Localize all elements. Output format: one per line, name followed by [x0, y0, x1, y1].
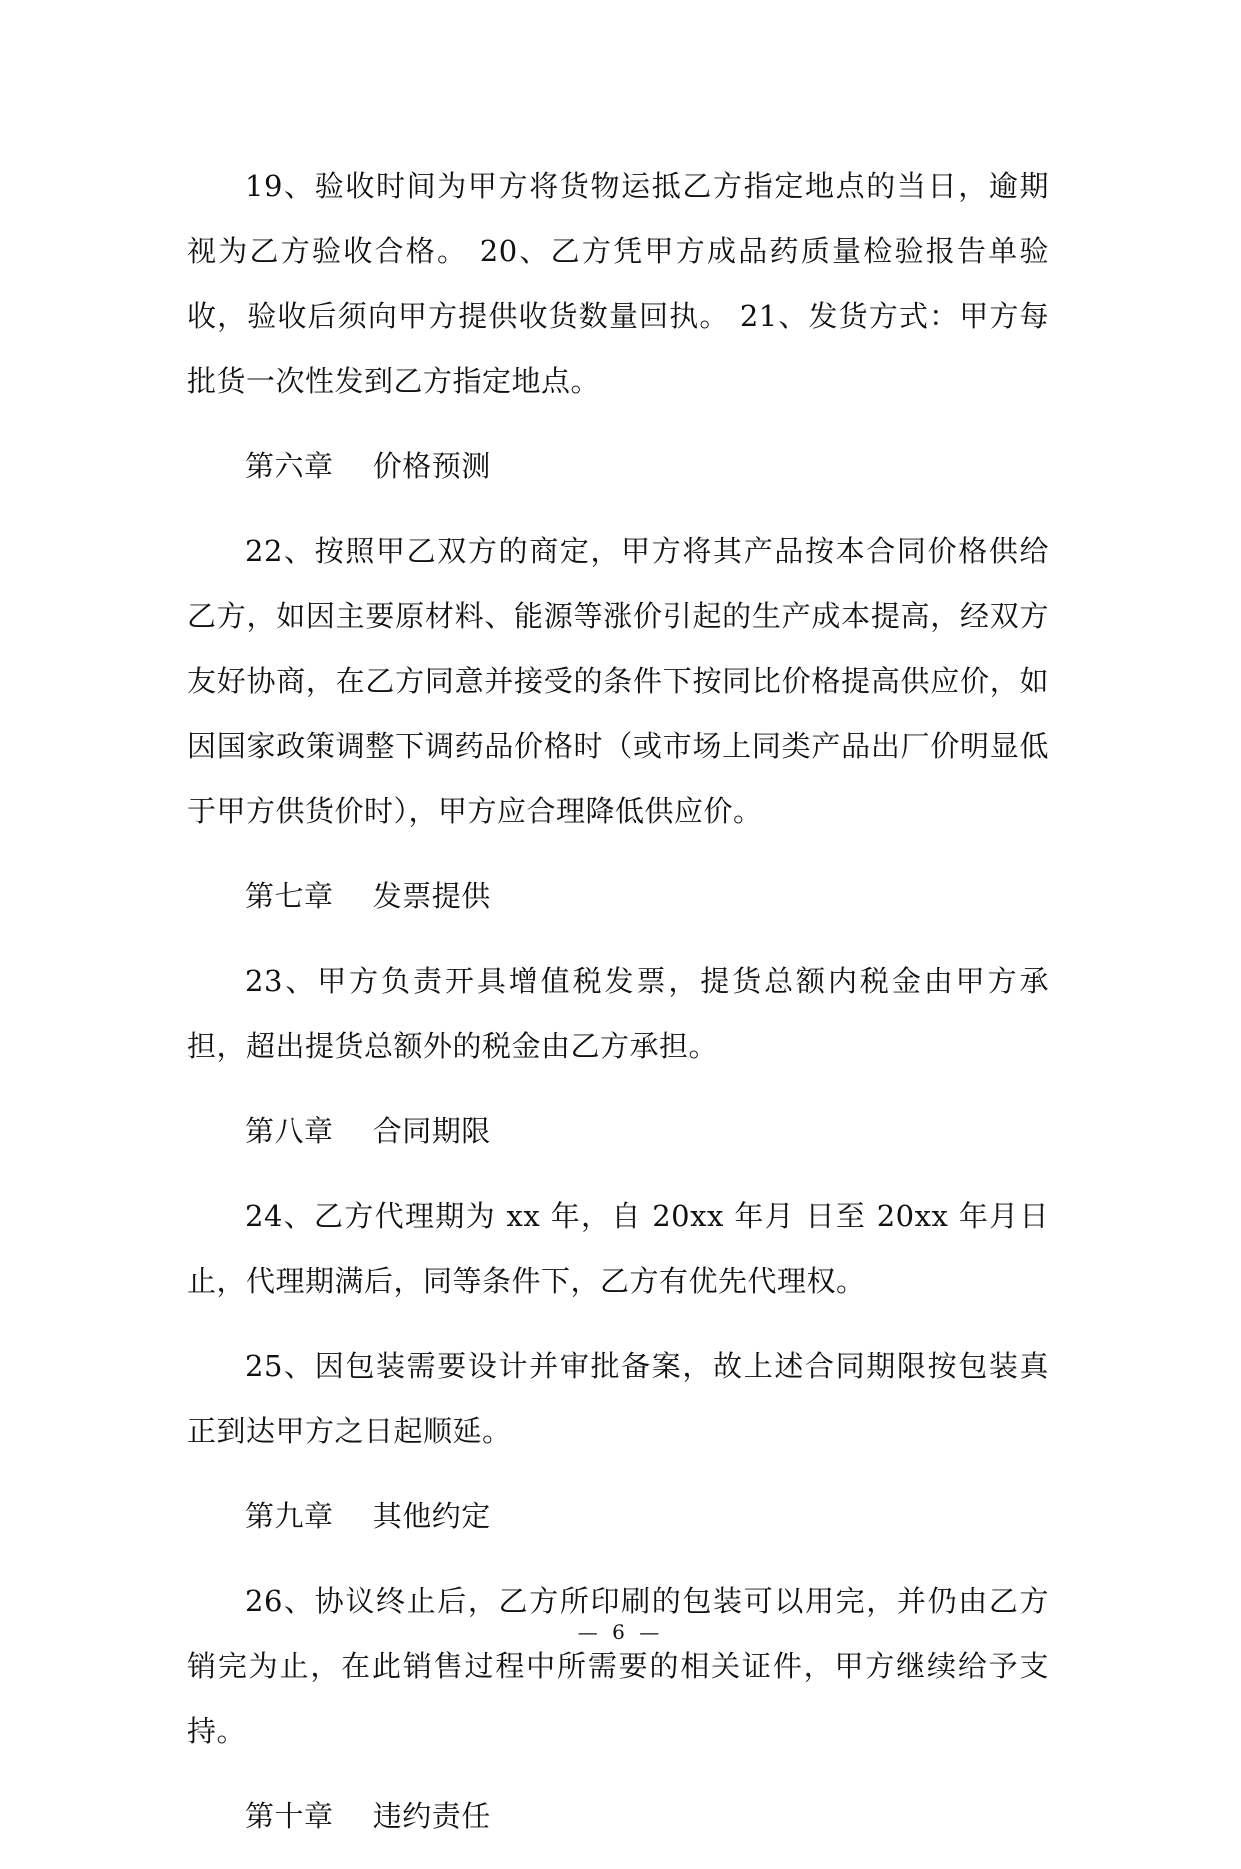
- document-body: [187, 154, 1049, 1869]
- clause-23: 23、甲方负责开具增值税发票，提货总额内税金由甲方承担，超出提货总额外的税金由乙方承担。: [187, 964, 1049, 1063]
- clause-25: 25、因包装需要设计并审批备案，故上述合同期限按包装真正到达甲方之日起顺延。: [187, 1349, 1049, 1448]
- clause-19-21: 19、验收时间为甲方将货物运抵乙方指定地点的当日，逾期视为乙方验收合格。 20、乙方凭甲方成品药质量检验报告单验收，验收后须向甲方提供收货数量回执。 21、发货方式：甲方每批货一次性发到乙方指定地点。: [187, 169, 1049, 398]
- chapter-10-heading: 第十章 违约责任: [245, 1799, 491, 1833]
- clause-22: 22、按照甲乙双方的商定，甲方将其产品按本合同价格供给乙方，如因主要原材料、能源等涨价引起的生产成本提高，经双方友好协商，在乙方同意并接受的条件下按同比价格提高供应价，如因国家政策调整下调药品价格时（或市场上同类产品出厂价明显低于甲方供货价时），甲方应合理降低供应价。: [187, 534, 1049, 828]
- chapter-9-heading: 第九章 其他约定: [245, 1499, 491, 1533]
- chapter-8-heading: 第八章 合同期限: [245, 1114, 491, 1148]
- chapter-7-heading: 第七章 发票提供: [245, 879, 491, 913]
- clause-24: 24、乙方代理期为 xx 年，自 20xx 年月 日至 20xx 年月日止，代理期满后，同等条件下，乙方有优先代理权。: [187, 1199, 1049, 1298]
- page-number: — 6 —: [577, 1620, 664, 1644]
- chapter-6-heading: 第六章 价格预测: [245, 449, 491, 483]
- clause-26: 26、协议终止后，乙方所印刷的包装可以用完，并仍由乙方销完为止，在此销售过程中所需要的相关证件，甲方继续给予支持。: [187, 1584, 1049, 1748]
